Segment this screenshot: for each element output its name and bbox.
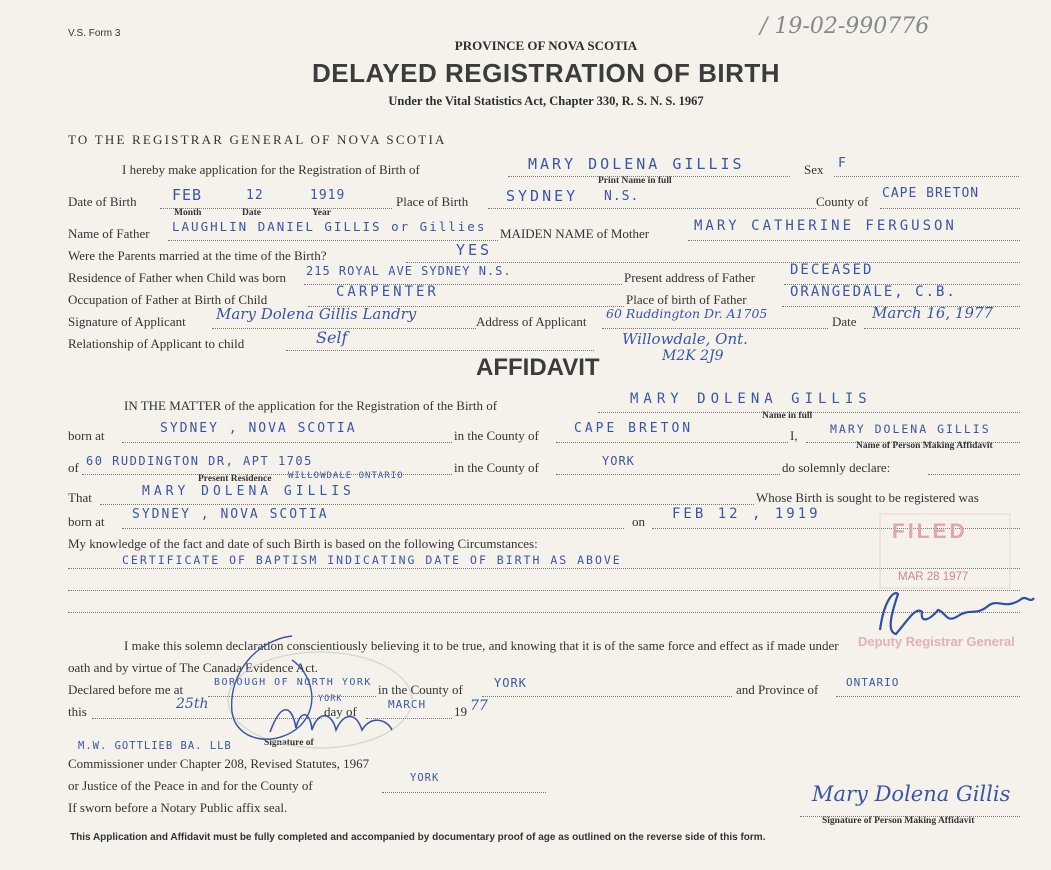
dotline bbox=[208, 696, 376, 697]
present-address-label: Present address of Father bbox=[624, 270, 756, 285]
occupation-value: CARPENTER bbox=[336, 284, 439, 300]
declared-place-annotation: YORK bbox=[318, 694, 343, 704]
county-label: County of bbox=[816, 194, 869, 209]
day-of-label: day of bbox=[324, 704, 357, 719]
father-birthplace-label: Place of birth of Father bbox=[626, 292, 747, 307]
on-label: on bbox=[632, 514, 645, 529]
month-value: MARCH bbox=[388, 698, 427, 711]
mother-label: MAIDEN NAME of Mother bbox=[500, 226, 650, 241]
dotline bbox=[68, 590, 1020, 591]
person-signature: Mary Dolena Gillis bbox=[812, 782, 1011, 806]
declared-label: Declared before me at bbox=[68, 682, 184, 697]
circumstances-value: CERTIFICATE OF BAPTISM INDICATING DATE OF BIRTH AS ABOVE bbox=[122, 553, 622, 567]
form-subtitle: Under the Vital Statistics Act, Chapter 330, R. S. N. S. 1967 bbox=[388, 94, 704, 108]
applicant-address-line-2: Willowdale, Ont. bbox=[622, 330, 748, 348]
dotline bbox=[488, 208, 816, 209]
relationship-value: Self bbox=[316, 328, 348, 347]
justice-label: or Justice of the Peace in and for the County of bbox=[68, 778, 313, 793]
dotline bbox=[122, 442, 452, 443]
i-label: I, bbox=[790, 428, 798, 443]
residence-value: 60 RUDDINGTON DR, APT 1705 bbox=[86, 454, 313, 468]
present-residence-hint: Present Residence bbox=[198, 474, 272, 484]
born-at-value: SYDNEY , NOVA SCOTIA bbox=[160, 421, 357, 436]
place-province: N.S. bbox=[604, 189, 640, 204]
footer-note: This Application and Affidavit must be fully completed and accompanied by documentary proof of age as outlined on the reverse side of this form. bbox=[70, 832, 766, 843]
dotline bbox=[602, 328, 828, 329]
intro-label: I hereby make application for the Registration of Birth of bbox=[122, 162, 420, 177]
born-at-label: born at bbox=[68, 428, 105, 443]
mother-name-value: MARY CATHERINE FERGUSON bbox=[694, 218, 957, 234]
dotline bbox=[286, 350, 594, 351]
place-city: SYDNEY bbox=[506, 187, 579, 205]
filed-stamp: FILED bbox=[892, 520, 968, 543]
dob-month: FEB bbox=[172, 186, 203, 204]
commissioner-name: M.W. GOTTLIEB BA. LLB bbox=[78, 740, 232, 752]
dotline bbox=[168, 240, 498, 241]
applicant-address-label: Address of Applicant bbox=[476, 314, 587, 329]
day-value: 25th bbox=[176, 696, 209, 712]
dotline bbox=[928, 474, 1020, 475]
year-prefix: 19 bbox=[454, 704, 467, 719]
dotline bbox=[122, 528, 624, 529]
that-name-value: MARY DOLENA GILLIS bbox=[142, 484, 355, 499]
declared-county-label: in the County of bbox=[378, 682, 463, 697]
this-label: this bbox=[68, 704, 87, 719]
dotline bbox=[880, 208, 1020, 209]
dotline bbox=[556, 442, 788, 443]
notary-label: If sworn before a Notary Public affix seal. bbox=[68, 800, 288, 815]
dotline bbox=[556, 474, 780, 475]
residence-county-label: in the County of bbox=[454, 460, 539, 475]
file-number: / 19-02-990776 bbox=[760, 14, 930, 39]
dotline bbox=[366, 718, 452, 719]
of-label: of bbox=[68, 460, 79, 475]
registrar-signature bbox=[880, 593, 1034, 634]
matter-name-value: MARY DOLENA GILLIS bbox=[630, 391, 872, 407]
signature-of-hint: Signature of bbox=[264, 738, 314, 748]
residence-label: Residence of Father when Child was born bbox=[68, 270, 287, 285]
form-number: V.S. Form 3 bbox=[68, 28, 121, 39]
present-address-value: DECEASED bbox=[790, 262, 874, 278]
on-date-value: FEB 12 , 1919 bbox=[672, 506, 821, 522]
residence-value: 215 ROYAL AVE SYDNEY N.S. bbox=[306, 264, 512, 278]
place-label: Place of Birth bbox=[396, 194, 469, 209]
born-at-label-2: born at bbox=[68, 514, 105, 529]
province-label: and Province of bbox=[736, 682, 819, 697]
commissioner-label: Commissioner under Chapter 208, Revised Statutes, 1967 bbox=[68, 756, 370, 771]
declared-place-value: BOROUGH OF NORTH YORK bbox=[214, 677, 372, 688]
date-hint: Date bbox=[242, 208, 261, 218]
whose-label: Whose Birth is sought to be registered was bbox=[756, 490, 979, 505]
justice-county-value: YORK bbox=[410, 772, 440, 784]
declarant-hint: Name of Person Making Affidavit bbox=[856, 441, 993, 451]
born-at-value-2: SYDNEY , NOVA SCOTIA bbox=[132, 507, 329, 522]
applicant-address-line-1: 60 Ruddington Dr. A1705 bbox=[606, 306, 768, 321]
form-title: DELAYED REGISTRATION OF BIRTH bbox=[311, 58, 781, 88]
signature-label: Signature of Applicant bbox=[68, 314, 186, 329]
sex-value: F bbox=[838, 156, 847, 171]
dotline bbox=[68, 568, 1020, 569]
date-value: March 16, 1977 bbox=[872, 304, 994, 322]
married-label: Were the Parents married at the time of the Birth? bbox=[68, 248, 327, 263]
dotline bbox=[68, 612, 1020, 613]
father-birthplace-value: ORANGEDALE, C.B. bbox=[790, 284, 957, 300]
matter-label: IN THE MATTER of the application for the Registration of the Birth of bbox=[124, 398, 498, 413]
dob-day: 12 bbox=[246, 188, 264, 203]
registrar-stamp: Deputy Registrar General bbox=[858, 634, 1015, 649]
dotline bbox=[100, 504, 754, 505]
dotline bbox=[382, 792, 546, 793]
declare-label: do solemnly declare: bbox=[782, 460, 891, 475]
county-value: CAPE BRETON bbox=[882, 186, 980, 201]
dotline bbox=[688, 240, 1020, 241]
declared-county-value: YORK bbox=[494, 676, 527, 690]
relationship-label: Relationship of Applicant to child bbox=[68, 336, 245, 351]
affidavit-title: AFFIDAVIT bbox=[476, 354, 600, 381]
dob-label: Date of Birth bbox=[68, 194, 137, 209]
dotline bbox=[864, 328, 1020, 329]
person-signature-hint: Signature of Person Making Affidavit bbox=[822, 816, 975, 826]
declarant-value: MARY DOLENA GILLIS bbox=[830, 422, 991, 436]
dotline bbox=[406, 262, 1020, 263]
dob-year: 1919 bbox=[310, 188, 346, 203]
in-county-label: in the County of bbox=[454, 428, 539, 443]
that-label: That bbox=[68, 490, 92, 505]
married-value: YES bbox=[456, 241, 493, 259]
print-name-hint: Print Name in full bbox=[598, 176, 672, 186]
dotline bbox=[836, 696, 1020, 697]
declaration-line-1: I make this solemn declaration conscientiously believing it to be true, and knowing that it is of the same force and effect as if made under bbox=[124, 638, 839, 653]
born-county-value: CAPE BRETON bbox=[574, 421, 694, 436]
residence-county-value: YORK bbox=[602, 454, 635, 468]
month-hint: Month bbox=[174, 208, 202, 218]
occupation-label: Occupation of Father at Birth of Child bbox=[68, 292, 268, 307]
father-label: Name of Father bbox=[68, 226, 150, 241]
province-heading: PROVINCE OF NOVA SCOTIA bbox=[454, 38, 638, 53]
child-name-value: MARY DOLENA GILLIS bbox=[528, 155, 745, 173]
dotline bbox=[92, 718, 322, 719]
declaration-line-2: oath and by virtue of The Canada Evidence Act. bbox=[68, 660, 318, 675]
dotline bbox=[834, 176, 1019, 177]
father-name-value: LAUGHLIN DANIEL GILLIS or Gillies bbox=[172, 219, 487, 234]
applicant-postal-code: M2K 2J9 bbox=[662, 348, 724, 364]
date-label: Date bbox=[832, 314, 857, 329]
sex-label: Sex bbox=[804, 162, 824, 177]
applicant-signature: Mary Dolena Gillis Landry bbox=[216, 305, 417, 323]
province-value: ONTARIO bbox=[846, 676, 900, 689]
year-suffix: 77 bbox=[470, 698, 488, 714]
name-full-hint: Name in full bbox=[762, 411, 813, 421]
filed-date-stamp: MAR 28 1977 bbox=[898, 571, 969, 583]
knowledge-label: My knowledge of the fact and date of such Birth is based on the following Circumstances: bbox=[68, 536, 538, 551]
year-hint: Year bbox=[312, 208, 331, 218]
dotline bbox=[482, 696, 732, 697]
addressee: TO THE REGISTRAR GENERAL OF NOVA SCOTIA bbox=[68, 132, 447, 147]
residence-line-2: WILLOWDALE ONTARIO bbox=[288, 471, 404, 481]
